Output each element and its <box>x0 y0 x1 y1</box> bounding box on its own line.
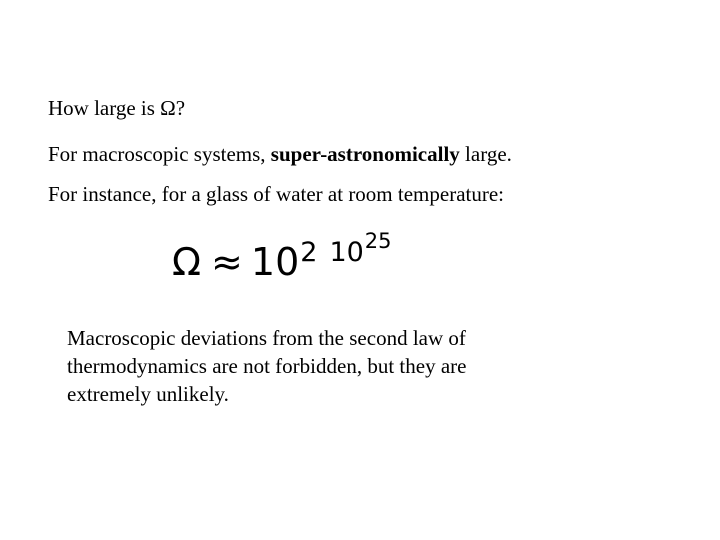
omega-formula <box>172 229 392 292</box>
formula-exponent: 2 <box>300 237 318 268</box>
statement-glass-of-water: For instance, for a glass of water at room temperature: <box>48 182 505 206</box>
approx-symbol: ≈ <box>211 240 243 284</box>
formula-exponent-power: 25 <box>364 229 392 253</box>
second-law-note: Macroscopic deviations from the second law of thermodynamics are not forbidden, but they are extremely unlikely. <box>67 326 467 406</box>
omega-symbol: Ω <box>172 240 202 284</box>
emphasis-super-astronomically: super-astronomically <box>270 142 460 166</box>
formula-exponent-base: 10 <box>329 237 364 268</box>
statement-text-end: large. <box>459 142 512 166</box>
question-heading: How large is Ω? <box>48 96 186 120</box>
statement-macroscopic <box>48 141 512 167</box>
statement-text-start: For macroscopic systems, <box>48 142 271 166</box>
formula-base: 10 <box>250 240 300 284</box>
